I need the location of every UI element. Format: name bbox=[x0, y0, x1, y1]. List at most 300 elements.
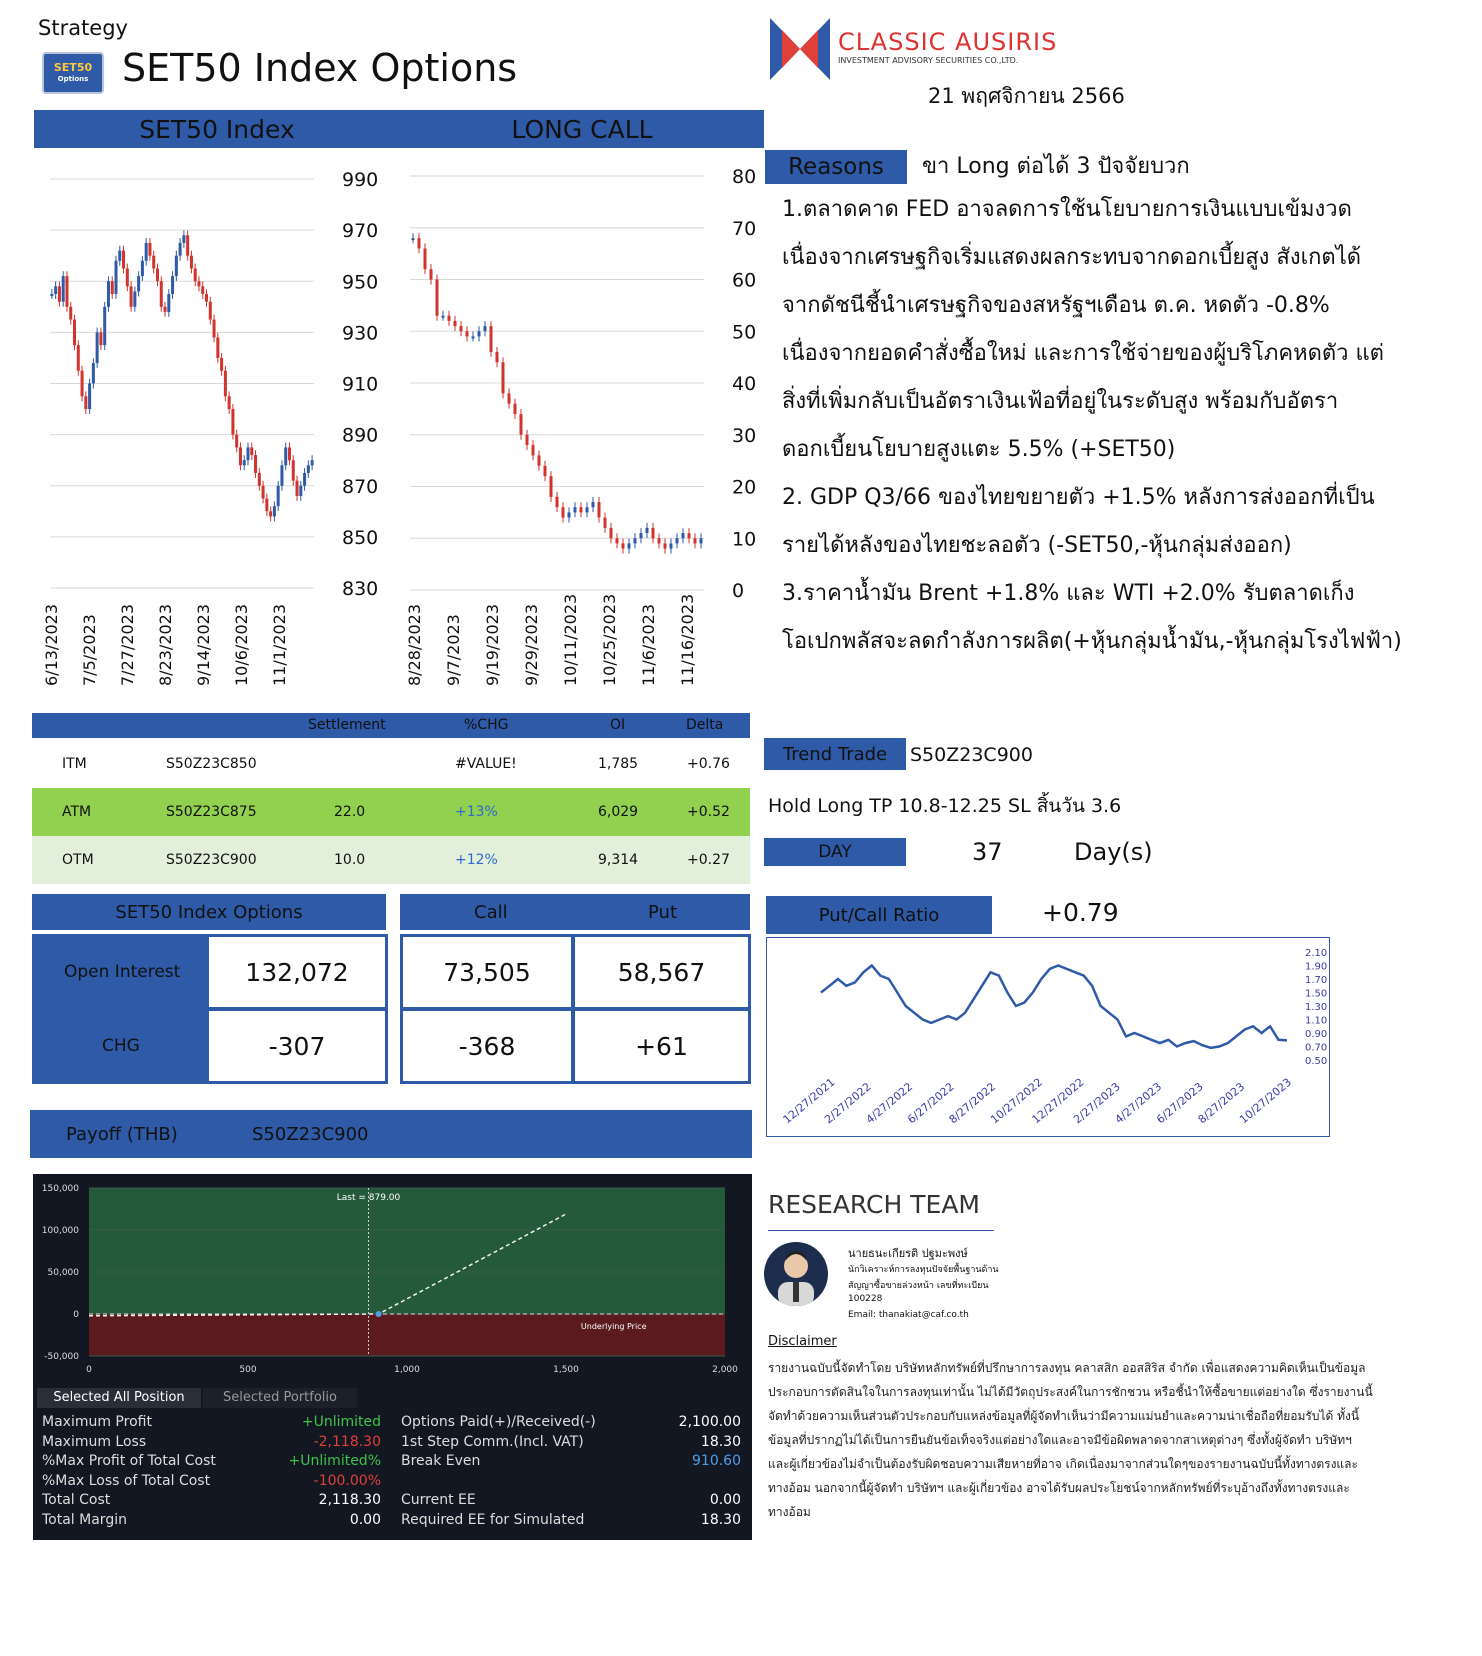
candle-body bbox=[299, 486, 302, 496]
candle-body bbox=[418, 238, 421, 248]
stat-label: Current EE bbox=[401, 1492, 476, 1508]
candle-body bbox=[81, 371, 84, 397]
stat-label: %Max Loss of Total Cost bbox=[42, 1472, 211, 1489]
x-tick-label: 11/16/2023 bbox=[678, 593, 697, 686]
candle-body bbox=[231, 409, 234, 435]
stat-value: -2,118.30 bbox=[313, 1433, 381, 1450]
stat-value: +Unlimited bbox=[301, 1414, 381, 1430]
reasons-label: Reasons bbox=[765, 150, 907, 184]
x-tick-label: 10/27/2022 bbox=[988, 1075, 1046, 1127]
candle-body bbox=[568, 512, 571, 517]
chg-label: CHG bbox=[102, 1036, 140, 1056]
candle-body bbox=[152, 256, 155, 269]
candle-body bbox=[88, 384, 91, 410]
cell-series: S50Z23C900 bbox=[166, 852, 257, 868]
x-tick-label: 7/27/2023 bbox=[118, 603, 137, 686]
days-count: 37 bbox=[972, 838, 1003, 866]
disclaimer-line: รายงานฉบับนี้จัดทำโดย บริษัทหลักทรัพย์ที่ปรึกษาการลงทุน คลาสสิก ออสสิริส จำกัด เพื่อแสดงความคิดเห็นเป็นข้อมูล bbox=[768, 1361, 1366, 1375]
candle-body bbox=[604, 518, 607, 528]
x-tick-label: 11/6/2023 bbox=[639, 603, 658, 686]
candle-body bbox=[175, 256, 178, 276]
candle-body bbox=[54, 286, 57, 294]
y-tick-label: 1.90 bbox=[1305, 961, 1328, 973]
candle-body bbox=[550, 476, 553, 497]
candle-body bbox=[182, 235, 185, 243]
cell-chg: +12% bbox=[455, 852, 498, 868]
y-tick-label: 80 bbox=[732, 166, 757, 188]
x-tick-label: 12/27/2022 bbox=[1029, 1075, 1087, 1127]
person-icon bbox=[764, 1242, 828, 1306]
stat-label: Maximum Loss bbox=[42, 1433, 147, 1450]
candle-body bbox=[442, 316, 445, 318]
candle-body bbox=[448, 316, 451, 321]
candle-body bbox=[700, 538, 703, 543]
candle-body bbox=[179, 243, 182, 256]
cell-chg: #VALUE! bbox=[455, 756, 517, 772]
pcr-value: +0.79 bbox=[1042, 898, 1119, 927]
payoff-panel bbox=[33, 1174, 752, 1540]
set50-candlestick-chart bbox=[40, 150, 400, 700]
x-tick-label: 4/27/2022 bbox=[863, 1080, 916, 1127]
candle-body bbox=[592, 502, 595, 507]
candle-body bbox=[103, 307, 106, 345]
x-tick-label: 10/6/2023 bbox=[232, 603, 251, 686]
candle-body bbox=[562, 507, 565, 517]
candle-body bbox=[190, 256, 193, 269]
analyst-role2: สัญญาซื้อขายล่วงหน้า เลขที่ทะเบียน bbox=[848, 1281, 989, 1291]
y-tick-label: -50,000 bbox=[44, 1352, 79, 1362]
candle-body bbox=[194, 268, 197, 281]
candle-body bbox=[616, 538, 619, 543]
candle-body bbox=[466, 331, 469, 336]
candle-body bbox=[610, 528, 613, 538]
cell-settlement: 22.0 bbox=[334, 804, 366, 820]
y-tick-label: 20 bbox=[732, 476, 757, 499]
candle-body bbox=[262, 486, 265, 499]
research-title: RESEARCH TEAM bbox=[768, 1190, 980, 1219]
candle-body bbox=[122, 251, 125, 269]
candle-body bbox=[243, 460, 246, 465]
cell-oi: 6,029 bbox=[598, 804, 639, 820]
tab-selected-portfolio[interactable]: Selected Portfolio bbox=[203, 1388, 357, 1408]
candle-body bbox=[111, 281, 114, 294]
candle-body bbox=[148, 243, 151, 256]
candle-body bbox=[502, 362, 505, 393]
y-tick-label: 60 bbox=[732, 269, 757, 292]
set50-chart-header: SET50 Index bbox=[34, 110, 400, 148]
stat-value: 0.00 bbox=[709, 1492, 741, 1508]
y-tick-label: 50 bbox=[732, 321, 757, 344]
x-tick-label: 1,500 bbox=[553, 1365, 579, 1375]
candle-body bbox=[96, 332, 99, 363]
x-tick-label: 2/27/2022 bbox=[822, 1080, 874, 1127]
y-tick-label: 150,000 bbox=[41, 1184, 79, 1194]
cell-delta: +0.76 bbox=[687, 756, 730, 772]
cell-delta: +0.52 bbox=[687, 804, 730, 820]
reason-line: 1.ตลาดคาด FED อาจลดการใช้นโยบายการเงินแบบเข้มงวด bbox=[782, 197, 1352, 222]
brand-logo bbox=[770, 18, 830, 80]
oi-put-value: 58,567 bbox=[572, 934, 751, 1010]
x-tick-label: 0 bbox=[86, 1365, 92, 1375]
long-call-chart-header: LONG CALL bbox=[400, 110, 764, 148]
tab-selected-all-position[interactable]: Selected All Position bbox=[37, 1388, 201, 1408]
analyst-reg-no: 100228 bbox=[848, 1294, 883, 1304]
cell-series: S50Z23C875 bbox=[166, 804, 257, 820]
y-tick-label: 1.50 bbox=[1305, 988, 1328, 1000]
candle-body bbox=[209, 302, 212, 320]
candle-body bbox=[634, 538, 637, 543]
reason-line: 3.ราคาน้ำมัน Brent +1.8% และ WTI +2.0% รับตลาดเก็ง bbox=[782, 581, 1355, 606]
x-tick-label: 12/27/2021 bbox=[780, 1075, 838, 1127]
candle-body bbox=[478, 331, 481, 336]
col-oi: OI bbox=[610, 717, 626, 733]
underlying-price-label: Underlying Price bbox=[580, 1322, 647, 1332]
y-tick-label: 0 bbox=[732, 580, 745, 602]
candle-body bbox=[205, 294, 208, 302]
reasons-headline: ขา Long ต่อได้ 3 ปัจจัยบวก bbox=[922, 154, 1190, 179]
stat-value: +Unlimited% bbox=[288, 1453, 381, 1469]
candle-body bbox=[167, 294, 170, 312]
candle-body bbox=[250, 447, 253, 455]
x-tick-label: 10/25/2023 bbox=[600, 593, 619, 686]
trend-series: S50Z23C900 bbox=[910, 744, 1033, 766]
hold-instruction: Hold Long TP 10.8-12.25 SL สิ้นวัน 3.6 bbox=[768, 795, 1122, 817]
set50-options-logo: SET50 Options bbox=[42, 52, 104, 94]
cell-chg: +13% bbox=[455, 804, 498, 820]
candle-body bbox=[424, 248, 427, 269]
y-tick-label: 830 bbox=[342, 578, 379, 600]
disclaimer-line: ข้อมูลที่ปรากฏไม่ได้เป็นการยืนยันข้อเท็จจริงแต่อย่างใดและอาจมีข้อผิดพลาดจากสาเหตุต่างๆ ซึ่งทั้งผู้จัดทำ บริษัทฯ bbox=[768, 1433, 1352, 1447]
stat-label: Maximum Profit bbox=[42, 1414, 152, 1430]
candle-body bbox=[472, 336, 475, 338]
candle-body bbox=[65, 276, 68, 307]
x-tick-label: 2/27/2023 bbox=[1071, 1080, 1123, 1127]
stat-value: -100.00% bbox=[313, 1472, 381, 1489]
payoff-label: Payoff (THB) bbox=[66, 1124, 178, 1145]
candle-body bbox=[84, 396, 87, 409]
brand-subtitle: INVESTMENT ADVISORY SECURITIES CO.,LTD. bbox=[838, 56, 1019, 65]
candle-body bbox=[682, 533, 685, 538]
cell-moneyness: OTM bbox=[62, 852, 94, 868]
y-tick-label: 990 bbox=[342, 169, 379, 191]
cell-moneyness: ITM bbox=[62, 756, 87, 772]
reason-line: 2. GDP Q3/66 ของไทยขยายตัว +1.5% หลังการส่งออกที่เป็น bbox=[782, 485, 1375, 510]
candle-body bbox=[224, 371, 227, 397]
y-tick-label: 1.10 bbox=[1305, 1015, 1328, 1027]
analyst-email: Email: thanakiat@caf.co.th bbox=[848, 1310, 969, 1320]
candle-body bbox=[58, 286, 61, 301]
disclaimer-line: และผู้เกี่ยวข้องไม่จำเป็นต้องรับผิดชอบความเสียหายที่อาจ เกิดเนื่องมาจากส่วนใดๆของรายงานฉบับนี้ทั้งทางตรงและ bbox=[768, 1457, 1358, 1471]
candle-body bbox=[277, 486, 280, 506]
x-tick-label: 9/14/2023 bbox=[194, 603, 213, 686]
pcr-label: Put/Call Ratio bbox=[766, 896, 992, 934]
candle-body bbox=[658, 538, 661, 543]
candle-body bbox=[292, 460, 295, 480]
reason-line: โอเปกพลัสจะลดกำลังการผลิต(+หุ้นกลุ่มน้ำมัน,-หุ้นกลุ่มโรงไฟฟ้า) bbox=[782, 629, 1402, 654]
stat-label: Break Even bbox=[401, 1453, 481, 1469]
y-tick-label: 40 bbox=[732, 373, 757, 395]
candle-body bbox=[490, 326, 493, 352]
candle-body bbox=[118, 251, 121, 261]
candle-body bbox=[273, 506, 276, 516]
payoff-header bbox=[30, 1110, 752, 1158]
candle-body bbox=[99, 332, 102, 345]
options-table-row bbox=[32, 836, 750, 884]
x-tick-label: 10/11/2023 bbox=[561, 593, 580, 686]
disclaimer-line: ประกอบการตัดสินใจในการลงทุนเท่านั้น ไม่ได้มีวัตถุประสงค์ในการชักชวน หรือชี้นำให้ซื้อขายแต่อย่างใด ซึ่งรายงานนี้ bbox=[768, 1385, 1373, 1399]
candle-body bbox=[508, 393, 511, 403]
candle-body bbox=[280, 465, 283, 485]
candle-body bbox=[556, 497, 559, 507]
y-tick-label: 70 bbox=[732, 217, 757, 240]
candle-body bbox=[574, 507, 577, 512]
candle-body bbox=[430, 269, 433, 279]
candle-body bbox=[145, 243, 148, 261]
x-tick-label: 9/19/2023 bbox=[483, 603, 502, 686]
candle-body bbox=[436, 280, 439, 316]
candle-body bbox=[598, 502, 601, 518]
pcr-line-chart bbox=[767, 938, 1329, 1136]
candle-body bbox=[186, 235, 189, 255]
analyst-name: นายธนะเกียรติ ปฐมะพงษ์ bbox=[848, 1247, 968, 1260]
x-tick-label: 8/23/2023 bbox=[156, 603, 175, 686]
y-tick-label: 890 bbox=[342, 424, 379, 447]
reason-line: จากดัชนีชี้นำเศรษฐกิจของสหรัฐฯเดือน ต.ค. หดตัว -0.8% bbox=[782, 293, 1330, 318]
candle-body bbox=[586, 507, 589, 512]
x-tick-label: 9/29/2023 bbox=[522, 603, 541, 686]
candle-body bbox=[288, 447, 291, 460]
chg-call-value: -368 bbox=[400, 1008, 574, 1084]
candle-body bbox=[247, 447, 250, 460]
cell-oi: 1,785 bbox=[598, 756, 639, 772]
candle-body bbox=[62, 276, 65, 302]
y-tick-label: 10 bbox=[732, 528, 757, 551]
stat-value: 0.00 bbox=[349, 1511, 381, 1528]
pcr-series-line bbox=[821, 966, 1287, 1048]
candle-body bbox=[235, 435, 238, 448]
reason-line: ดอกเบี้ยนโยบายสูงแตะ 5.5% (+SET50) bbox=[782, 437, 1176, 462]
y-tick-label: 930 bbox=[342, 322, 379, 345]
y-tick-label: 850 bbox=[342, 526, 379, 549]
candle-body bbox=[73, 320, 76, 346]
research-divider bbox=[768, 1230, 994, 1231]
analyst-avatar bbox=[764, 1242, 828, 1306]
chg-put-value: +61 bbox=[572, 1008, 751, 1084]
y-tick-label: 0 bbox=[73, 1310, 79, 1320]
cell-oi: 9,314 bbox=[598, 852, 639, 868]
candle-body bbox=[126, 268, 129, 286]
options-table-row bbox=[32, 788, 750, 836]
y-tick-label: 950 bbox=[342, 271, 379, 294]
candle-body bbox=[133, 291, 136, 306]
candle-body bbox=[213, 320, 216, 338]
candle-body bbox=[652, 528, 655, 538]
y-tick-label: 0.90 bbox=[1305, 1029, 1328, 1040]
stat-label: Total Margin bbox=[42, 1511, 127, 1528]
candle-body bbox=[688, 533, 691, 538]
candle-body bbox=[115, 261, 118, 294]
candle-body bbox=[50, 294, 53, 296]
col-settlement: Settlement bbox=[308, 717, 386, 733]
reason-line: สิ่งที่เพิ่มกลับเป็นอัตราเงินเฟ้อที่อยู่ในระดับสูง พร้อมกับอัตรา bbox=[782, 389, 1339, 414]
candle-body bbox=[220, 358, 223, 371]
y-tick-label: 970 bbox=[342, 220, 379, 243]
candle-body bbox=[296, 481, 299, 496]
candle-body bbox=[160, 281, 163, 307]
candle-body bbox=[156, 268, 159, 281]
candle-body bbox=[532, 445, 535, 455]
x-tick-label: 1,000 bbox=[394, 1365, 420, 1375]
loss-zone bbox=[89, 1314, 725, 1356]
candle-body bbox=[484, 326, 487, 331]
candle-body bbox=[628, 543, 631, 548]
x-tick-label: 8/28/2023 bbox=[405, 603, 424, 686]
payoff-series: S50Z23C900 bbox=[252, 1124, 369, 1145]
stat-label: %Max Profit of Total Cost bbox=[42, 1453, 216, 1469]
y-tick-label: 0.70 bbox=[1305, 1042, 1328, 1054]
options-table-row bbox=[32, 740, 750, 788]
candle-body bbox=[107, 281, 110, 307]
chg-total-value: -307 bbox=[206, 1008, 388, 1084]
candle-body bbox=[254, 455, 257, 473]
trend-trade-label: Trend Trade bbox=[764, 738, 906, 770]
x-tick-label: 2,000 bbox=[712, 1365, 738, 1375]
stat-value: 18.30 bbox=[700, 1511, 741, 1528]
call-put-header bbox=[400, 894, 750, 930]
y-tick-label: 100,000 bbox=[41, 1226, 79, 1236]
col-chg: %CHG bbox=[464, 717, 509, 733]
disclaimer-line: ทางอ้อม bbox=[768, 1505, 811, 1519]
candle-body bbox=[580, 507, 583, 512]
cell-series: S50Z23C850 bbox=[166, 756, 257, 772]
reason-line: เนื่องจากเศรษฐกิจเริ่มแสดงผลกระทบจากดอกเบี้ยสูง สังเกตได้ bbox=[782, 245, 1362, 270]
candle-body bbox=[514, 404, 517, 414]
strategy-label: Strategy bbox=[38, 16, 128, 40]
candle-body bbox=[694, 538, 697, 543]
report-date: 21 พฤศจิกายน 2566 bbox=[928, 84, 1125, 108]
x-tick-label: 6/27/2023 bbox=[1154, 1080, 1206, 1127]
candle-body bbox=[92, 363, 95, 383]
candle-body bbox=[664, 543, 667, 548]
disclaimer-title: Disclaimer bbox=[768, 1334, 837, 1349]
y-tick-label: 1.30 bbox=[1305, 1002, 1328, 1013]
analyst-role: นักวิเคราะห์การลงทุนปัจจัยพื้นฐานด้าน bbox=[848, 1265, 999, 1275]
cell-settlement: 10.0 bbox=[334, 852, 366, 868]
candle-body bbox=[171, 276, 174, 294]
brand-logo-icon bbox=[770, 18, 830, 80]
candle-body bbox=[265, 499, 268, 512]
x-tick-label: 10/27/2023 bbox=[1237, 1075, 1295, 1127]
days-unit: Day(s) bbox=[1074, 838, 1153, 866]
stat-label: Options Paid(+)/Received(-) bbox=[401, 1414, 596, 1430]
candle-body bbox=[216, 337, 219, 357]
oi-label-col bbox=[32, 934, 208, 1084]
day-label: DAY bbox=[764, 838, 906, 866]
candle-body bbox=[640, 533, 643, 538]
stat-label: Total Cost bbox=[42, 1492, 111, 1508]
profit-zone bbox=[89, 1188, 725, 1314]
candle-body bbox=[646, 528, 649, 533]
candle-body bbox=[670, 543, 673, 548]
reason-line: รายได้หลังของไทยชะลอตัว (-SET50,-หุ้นกลุ่มส่งออก) bbox=[782, 533, 1292, 558]
candle-body bbox=[412, 238, 415, 240]
candle-body bbox=[307, 465, 310, 473]
call-label: Call bbox=[474, 902, 508, 923]
y-tick-label: 30 bbox=[732, 424, 757, 447]
candle-body bbox=[201, 286, 204, 294]
disclaimer-text bbox=[768, 1356, 1373, 1524]
x-tick-label: 4/27/2023 bbox=[1112, 1080, 1165, 1127]
candle-body bbox=[269, 511, 272, 516]
x-tick-label: 500 bbox=[239, 1365, 257, 1375]
candle-body bbox=[284, 447, 287, 465]
candle-body bbox=[239, 447, 242, 465]
candle-body bbox=[258, 473, 261, 486]
payoff-chart bbox=[33, 1174, 752, 1384]
y-tick-label: 2.10 bbox=[1305, 948, 1328, 959]
candle-body bbox=[311, 460, 314, 465]
oi-title: SET50 Index Options bbox=[32, 894, 386, 930]
pcr-chart-frame bbox=[766, 937, 1330, 1137]
candle-body bbox=[137, 276, 140, 291]
candle-body bbox=[303, 473, 306, 486]
open-interest-label: Open Interest bbox=[64, 962, 181, 982]
brand-name: CLASSIC AUSIRIS bbox=[838, 28, 1058, 56]
candle-body bbox=[520, 414, 523, 435]
x-tick-label: 11/1/2023 bbox=[270, 603, 289, 686]
x-tick-label: 9/7/2023 bbox=[444, 614, 463, 686]
candle-body bbox=[197, 281, 200, 286]
y-tick-label: 0.50 bbox=[1305, 1056, 1328, 1067]
cell-delta: +0.27 bbox=[687, 852, 730, 868]
candle-body bbox=[538, 455, 541, 465]
candle-body bbox=[496, 352, 499, 362]
candle-body bbox=[676, 538, 679, 543]
reasons-list bbox=[782, 186, 1402, 666]
x-tick-label: 6/13/2023 bbox=[42, 603, 61, 686]
candle-body bbox=[69, 307, 72, 320]
stat-label: Required EE for Simulated bbox=[401, 1511, 585, 1528]
x-tick-label: 6/27/2022 bbox=[905, 1080, 957, 1127]
disclaimer-line: จัดทำด้วยความเห็นส่วนตัวประกอบกับแหล่งข้อมูลที่ผู้จัดทำเห็นว่ามีความแม่นยำและความน่าเชื่อถือที่ยอมรับได้ ทั้งนี้ bbox=[768, 1409, 1360, 1423]
candle-body bbox=[460, 326, 463, 331]
x-tick-label: 8/27/2023 bbox=[1195, 1080, 1248, 1127]
stat-value: 910.60 bbox=[692, 1453, 741, 1469]
options-table-header bbox=[32, 713, 750, 738]
y-tick-label: 910 bbox=[342, 373, 379, 396]
page-title: SET50 Index Options bbox=[122, 46, 518, 90]
candle-body bbox=[77, 345, 80, 371]
candle-body bbox=[164, 307, 167, 312]
cell-moneyness: ATM bbox=[62, 804, 92, 820]
stat-value: 2,118.30 bbox=[318, 1492, 381, 1508]
candle-body bbox=[130, 286, 133, 306]
x-tick-label: 7/5/2023 bbox=[80, 614, 99, 686]
last-price-label: Last = 879.00 bbox=[336, 1193, 401, 1203]
long-call-candlestick-chart bbox=[400, 150, 764, 700]
candle-body bbox=[526, 435, 529, 445]
candle-body bbox=[544, 466, 547, 476]
break-even-marker bbox=[376, 1311, 382, 1317]
x-tick-label: 8/27/2022 bbox=[946, 1080, 999, 1127]
y-tick-label: 870 bbox=[342, 475, 379, 498]
col-delta: Delta bbox=[686, 717, 724, 733]
oi-call-value: 73,505 bbox=[400, 934, 574, 1010]
stat-value: 18.30 bbox=[700, 1433, 741, 1450]
y-tick-label: 1.70 bbox=[1305, 975, 1328, 986]
stat-label: 1st Step Comm.(Incl. VAT) bbox=[401, 1433, 584, 1450]
reason-line: เนื่องจากยอดคำสั่งซื้อใหม่ และการใช้จ่ายของผู้บริโภคหดตัว แต่ bbox=[782, 341, 1384, 366]
